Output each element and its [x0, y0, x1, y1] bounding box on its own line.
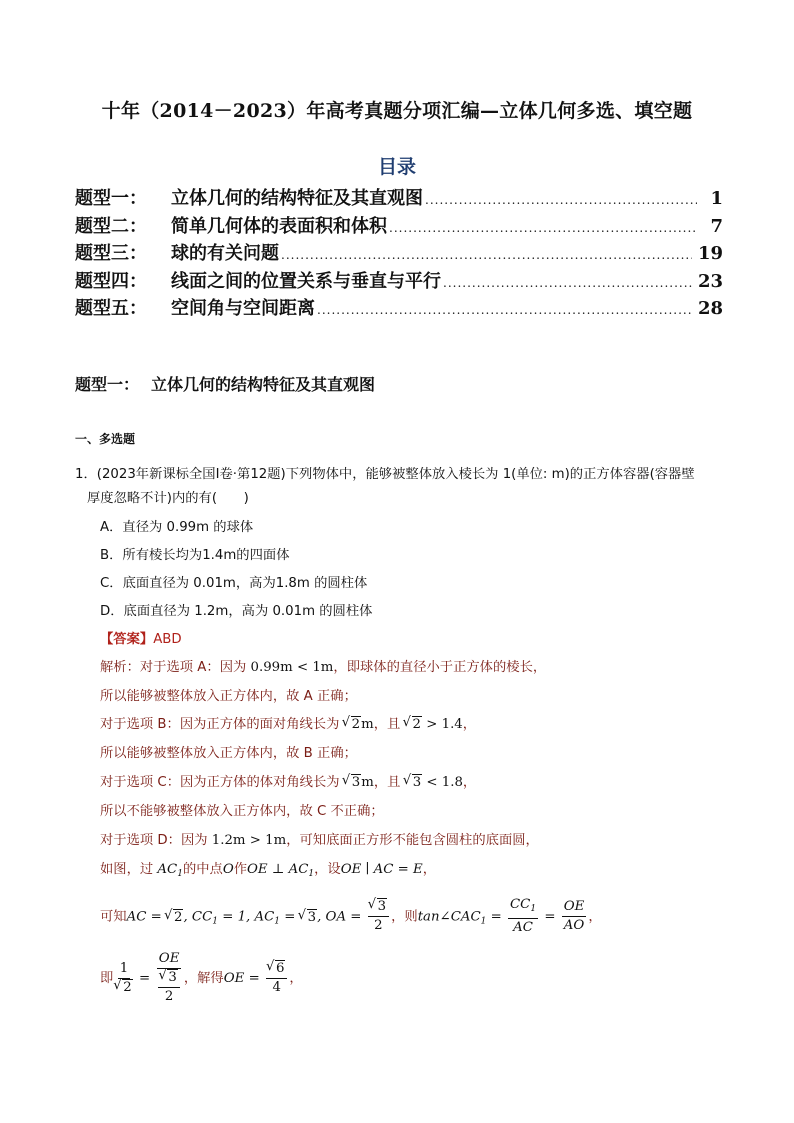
subsection-heading: 一、多选题 — [75, 432, 136, 446]
math-expression: = — [486, 909, 506, 925]
math-expression: OE = — [223, 971, 264, 986]
option-c: C．底面直径为 0.01m，高为1.8m 的圆柱体 — [100, 576, 368, 591]
fraction: OE √ $\frac{3}{2}$ — [156, 950, 181, 1006]
toc-entry-text: 立体几何的结构特征及其直观图 — [171, 188, 423, 209]
solution-text: 作 — [233, 862, 248, 877]
sqrt-expression: √ 2 — [405, 717, 422, 732]
fraction: 1 √ 2 — [115, 960, 132, 997]
solution-text: ，可知底面正方形不能包含圆柱的底面圆， — [286, 833, 539, 848]
solution-text: ，设 — [314, 862, 341, 877]
toc-entry-page: 28 — [697, 298, 723, 319]
toc-dot-leader — [443, 276, 692, 290]
math-expression: = — [134, 971, 155, 986]
math-expression: 1.2m > 1m — [211, 833, 287, 848]
solution-text: 对于选项 B：因为正方体的面对角线长为 — [100, 717, 340, 732]
solution-text: 解析：对于选项 A：因为 — [100, 660, 247, 675]
math-expression: AC = — [126, 909, 166, 925]
question-stem — [75, 463, 725, 511]
math-expression: , OA = — [317, 909, 366, 925]
math-subscript: 1 — [212, 916, 218, 927]
question-number: 1． — [75, 467, 97, 482]
math-subscript: 1 — [274, 916, 281, 927]
toc-dot-leader — [389, 221, 697, 235]
math-subscript: 1 — [177, 869, 183, 879]
solution-line: 所以能够被整体放入正方体内，故 B 正确； — [100, 746, 357, 761]
solution-text: ，则 — [391, 909, 418, 925]
table-of-contents — [75, 184, 723, 322]
toc-entry-text: 球的有关问题 — [171, 243, 279, 264]
toc-entry[interactable] — [75, 267, 723, 295]
fraction: √ $\frac{3}{2}$ — [368, 898, 389, 935]
solution-line — [100, 896, 602, 937]
solution-text: 对于选项 C：因为正方体的体对角线长为 — [100, 775, 340, 790]
toc-entry-text: 线面之间的位置关系与垂直与平行 — [171, 270, 441, 292]
solution-line — [100, 771, 476, 790]
solution-line: 所以能够被整体放入正方体内，故 A 正确； — [100, 689, 357, 704]
math-expression: O — [222, 862, 234, 877]
math-expression: OE ∣ AC = E — [340, 862, 423, 877]
sqrt-expression: √ 3 — [344, 775, 361, 790]
toc-entry-type: 题型五： — [75, 298, 147, 319]
question-stem-line: (2023年新课标全国Ⅰ卷·第12题)下列物体中，能够被整体放入棱长为 1(单位: m)的正方体容器(容器壁 — [96, 467, 695, 482]
solution-text: ，且 — [373, 775, 401, 790]
toc-heading: 目录 — [377, 156, 416, 178]
solution-text: 的中点 — [182, 862, 223, 877]
solution-line — [100, 829, 539, 848]
fraction: √ $\frac{6}{4}$ — [266, 960, 287, 997]
section-text: 立体几何的结构特征及其直观图 — [151, 375, 376, 394]
toc-entry-type: 题型二： — [75, 215, 147, 237]
sqrt-expression: √ 3 — [300, 910, 317, 925]
solution-line — [100, 656, 546, 675]
solution-text: ， — [289, 971, 303, 986]
toc-entry-type: 题型一： — [75, 188, 147, 209]
sqrt-expression: √ 2 — [166, 910, 183, 925]
math-expression: > 1.4 — [426, 717, 463, 732]
solution-text: ，即球体的直径小于正方体的棱长， — [333, 660, 547, 675]
toc-entry-type: 题型三： — [75, 243, 147, 264]
answer — [100, 628, 182, 647]
math-unit: m — [361, 717, 374, 732]
solution-text: ， — [422, 862, 437, 877]
solution-text: 如图，过 — [100, 862, 154, 877]
math-expression: , CC — [183, 909, 213, 925]
section-heading — [75, 372, 375, 395]
toc-entry[interactable] — [75, 212, 723, 240]
answer-label: 【答案】 — [100, 632, 154, 647]
toc-entry-page: 1 — [710, 188, 723, 209]
toc-entry-text: 简单几何体的表面积和体积 — [171, 215, 387, 237]
option-b: B．所有棱长均为1.4m的四面体 — [100, 548, 290, 563]
option-a: A．直径为 0.99m 的球体 — [100, 520, 254, 535]
sqrt-expression: √ 2 — [344, 717, 361, 732]
math-expression: = 1, AC — [217, 909, 275, 925]
toc-dot-leader — [317, 303, 692, 317]
math-unit: m — [361, 775, 374, 790]
toc-dot-leader — [425, 193, 697, 207]
document-title: 十年（2014－2023）年高考真题分项汇编—立体几何多选、填空题 — [101, 100, 693, 122]
math-expression: AC — [157, 862, 178, 877]
toc-entry-page: 23 — [697, 270, 723, 292]
solution-text: ， — [462, 775, 477, 790]
math-expression: = — [280, 909, 300, 925]
toc-dot-leader — [281, 248, 692, 262]
solution-line — [100, 858, 436, 879]
math-subscript: 1 — [480, 916, 487, 927]
option-d: D．底面直径为 1.2m，高为 0.01m 的圆柱体 — [100, 604, 373, 619]
sqrt-expression: √ 3 — [405, 775, 422, 790]
toc-entry[interactable] — [75, 294, 723, 322]
toc-entry-page: 19 — [697, 243, 723, 264]
toc-entry-text: 空间角与空间距离 — [171, 298, 315, 319]
question-stem-line: 厚度忽略不计)内的有( ) — [87, 491, 249, 506]
solution-text: 可知 — [100, 909, 127, 925]
solution-line — [100, 950, 303, 1006]
math-subscript: 1 — [308, 869, 315, 879]
toc-entry-page: 7 — [710, 215, 723, 237]
math-expression: OE ⊥ AC — [247, 862, 309, 877]
toc-entry-type: 题型四： — [75, 270, 147, 292]
math-expression: tan∠CAC — [417, 909, 481, 925]
section-type: 题型一： — [75, 375, 140, 394]
toc-entry[interactable] — [75, 239, 723, 267]
solution-text: 即 — [100, 971, 114, 986]
solution-line: 所以不能够被整体放入正方体内，故 C 不正确； — [100, 804, 384, 819]
solution-text: 对于选项 D：因为 — [100, 833, 208, 848]
solution-text: ，且 — [373, 717, 401, 732]
math-expression: 0.99m < 1m — [250, 660, 334, 675]
fraction: $\frac{CC_1}{AC}$ — [510, 897, 537, 935]
math-expression: < 1.8 — [426, 775, 463, 790]
math-expression: = — [540, 909, 560, 925]
fraction: $\frac{OE}{AO}$ — [563, 899, 585, 933]
solution-text: ， — [462, 717, 477, 732]
answer-value: ABD — [153, 632, 182, 647]
solution-text: ， — [588, 909, 602, 925]
toc-entry[interactable] — [75, 184, 723, 212]
solution-line — [100, 713, 476, 732]
solution-text: ，解得 — [183, 971, 224, 986]
